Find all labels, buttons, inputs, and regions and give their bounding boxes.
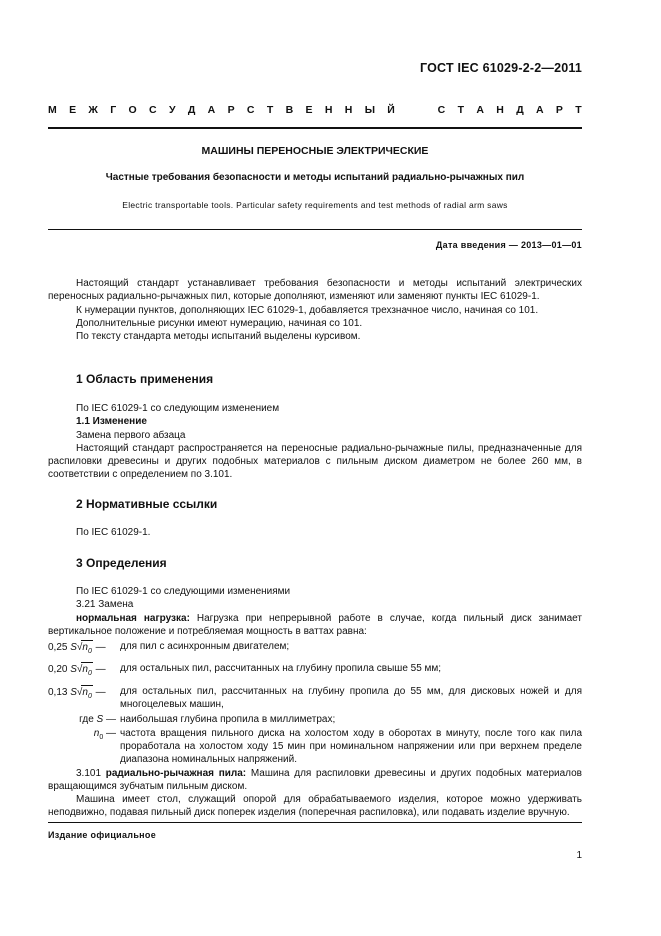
banner-gap xyxy=(407,104,410,116)
section-heading-2: 2 Нормативные ссылки xyxy=(76,497,218,511)
document-title: МАШИНЫ ПЕРЕНОСНЫЕ ЭЛЕКТРИЧЕСКИЕ xyxy=(201,145,429,157)
intro-paragraph: К нумерации пунктов, дополняющих IEC 61029-1, добавляется трехзначное число, начиная со 101. xyxy=(76,304,539,316)
formula-row xyxy=(48,662,582,680)
interstate-standard-banner xyxy=(48,104,582,116)
clause-number: 3.101 xyxy=(76,767,106,779)
formula-description: для остальных пил, рассчитанных на глубину пропила свыше 55 мм; xyxy=(120,663,442,675)
banner-letter: Д xyxy=(516,104,524,116)
banner-letter: Д xyxy=(187,104,196,116)
banner-letter: Н xyxy=(344,104,353,116)
formula-row xyxy=(48,685,582,712)
section-text: По IEC 61029-1 со следующими изменениями xyxy=(76,586,291,597)
banner-letter: Й xyxy=(387,104,395,116)
banner-letter: В xyxy=(285,104,294,116)
glossary-row xyxy=(48,727,582,767)
banner-letter: Ж xyxy=(88,104,98,116)
banner-letter: Г xyxy=(110,104,117,116)
intro-paragraph: Настоящий стандарт устанавливает требования безопасности и методы испытаний электрических переносных радиально-рычажных пил, которые дополняют, изменяют или заменяют пункты IEC 61029-1. xyxy=(48,278,582,303)
section-text: Замена первого абзаца xyxy=(76,429,186,441)
section-heading-3: 3 Определения xyxy=(76,556,167,570)
english-title: Electric transportable tools. Particular safety requirements and test methods of radial arm saws xyxy=(122,200,508,210)
intro-paragraph: Дополнительные рисунки имеют нумерацию, начиная со 101. xyxy=(76,317,363,329)
banner-letter: Т xyxy=(575,104,582,116)
section-paragraph: Машина имеет стол, служащий опорой для обрабатываемого изделия, которое можно удерживать неподвижно, подавая пильный диск поперек изделия (поперечная распиловка), или подавать изделие вручную. xyxy=(48,794,582,819)
section-2-body xyxy=(48,526,582,539)
banner-letter: О xyxy=(128,104,137,116)
formula: 0,13 $S√n_0$ — xyxy=(48,685,120,703)
sqrt-icon: √ xyxy=(76,664,83,676)
introduction-date: Дата введения — 2013—01—01 xyxy=(435,240,582,250)
intro-paragraph: По тексту стандарта методы испытаний выделены курсивом. xyxy=(76,331,361,343)
banner-letter: С xyxy=(149,104,157,116)
section-3-body xyxy=(48,585,582,820)
section-heading-1: 1 Область применения xyxy=(76,372,214,386)
glossary-text: наибольшая глубина пропила в миллиметрах; xyxy=(120,714,336,726)
section-text: По IEC 61029-1. xyxy=(76,527,151,538)
banner-letter: С xyxy=(246,104,255,116)
term: радиально-рычажная пила: xyxy=(105,767,247,779)
banner-letter: Т xyxy=(266,104,274,116)
definition-paragraph xyxy=(48,767,582,794)
banner-letter: У xyxy=(168,104,176,116)
glossary-key: где S — xyxy=(79,714,116,726)
banner-letter: Р xyxy=(555,104,563,116)
banner-letter: Ы xyxy=(364,104,375,116)
definition-text: Нагрузка при непрерывной работе в случае, когда пильный диск занимает вертикальное положение и потребляемая мощность в ваттах равна: xyxy=(48,612,582,637)
top-rule xyxy=(48,127,582,129)
intro-block xyxy=(48,277,582,343)
sqrt-icon: √ xyxy=(76,642,83,654)
glossary-text: частота вращения пильного диска на холостом ходу в оборотах в минуту, после того как пила проработала на холостом ходу 15 мин при номинальном напряжении или при верхнем пределе диапазона номинальных напряжений. xyxy=(120,727,582,766)
banner-letter: А xyxy=(207,104,216,116)
official-edition-label: Издание официальное xyxy=(48,830,157,840)
banner-letter: Н xyxy=(496,104,504,116)
formula-row xyxy=(48,640,582,658)
subsection-heading: 1.1 Изменение xyxy=(76,416,147,428)
formula: 0,20 $S√n_0$ — xyxy=(48,662,120,680)
formula: 0,25 $S√n_0$ — xyxy=(48,640,120,658)
banner-letter: М xyxy=(48,104,57,116)
sqrt-icon: √ xyxy=(76,686,83,698)
banner-letter: Р xyxy=(227,104,235,116)
definition-paragraph xyxy=(48,612,582,639)
banner-letter: А xyxy=(536,104,544,116)
definition-text: Машина для распиловки древесины и других подобных материалов вращающимся зубчатым пильным диском. xyxy=(48,767,582,792)
term: нормальная нагрузка: xyxy=(76,612,190,624)
formula-description: для пил с асинхронным двигателем; xyxy=(120,641,290,653)
banner-letter: Н xyxy=(324,104,333,116)
banner-letter: А xyxy=(476,104,484,116)
banner-letter: Е xyxy=(69,104,77,116)
footer-rule xyxy=(48,822,582,823)
glossary-row xyxy=(48,713,582,726)
glossary-key: $n_0$ — xyxy=(93,727,116,741)
banner-gap xyxy=(422,104,425,116)
section-text: 3.21 Замена xyxy=(76,599,134,611)
banner-letter: С xyxy=(437,104,446,116)
section-text: По IEC 61029-1 со следующим изменением xyxy=(76,403,280,414)
banner-letter: Е xyxy=(305,104,313,116)
section-paragraph: Настоящий стандарт распространяется на переносные радиально-рычажные пилы, предназначенные для распиловки древесины и других подобных материалов с пильным диском диаметром не более 260 мм, в соответствии с определением по 3.101. xyxy=(48,442,582,481)
banner-letter: Т xyxy=(457,104,465,116)
section-1-body xyxy=(48,402,582,482)
formula-description: для остальных пил, рассчитанных на глубину пропила до 55 мм, для дисковых ножей и для многоцелевых машин, xyxy=(120,685,582,711)
document-subtitle: Частные требования безопасности и методы испытаний радиально-рычажных пил xyxy=(105,172,525,183)
page-number: 1 xyxy=(576,850,582,861)
standard-code: ГОСТ IEC 61029-2-2—2011 xyxy=(420,61,582,75)
title-rule xyxy=(48,229,582,230)
